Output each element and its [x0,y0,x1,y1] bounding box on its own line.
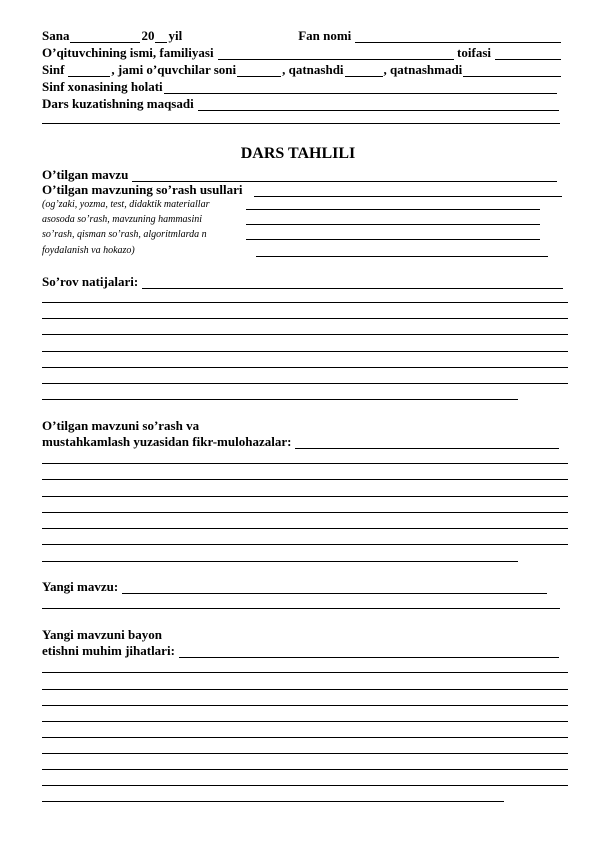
line-note-3[interactable] [246,239,540,240]
label-sorash-usullari: O’tilgan mavzuning so’rash usullari [42,182,243,197]
line-bayon-4[interactable] [42,721,568,722]
field-teacher-name[interactable] [218,47,454,60]
line-sorov-4[interactable] [42,351,568,352]
label-toifasi: toifasi [457,45,491,60]
line-note-1[interactable] [246,209,540,210]
label-yangi-mavzu: Yangi mavzu: [42,579,119,594]
line-bayon-2[interactable] [42,689,568,690]
line-yangi-mavzu[interactable] [42,608,560,609]
row-teacher [42,45,562,60]
line-bayon-7[interactable] [42,769,568,770]
field-yangi-mavzu[interactable] [122,581,547,594]
row-otilgan-mavzu [42,167,558,182]
line-bayon-1[interactable] [42,672,568,673]
row-fikr-line1 [42,418,199,433]
line-note-4[interactable] [256,256,548,257]
label-year-suffix: yil [168,28,183,43]
line-maqsad-continued[interactable] [42,123,560,124]
line-fikr-7[interactable] [42,561,518,562]
line-bayon-6[interactable] [42,753,568,754]
label-qatnashdi: , qatnashdi [282,62,344,77]
field-sinf[interactable] [68,64,110,77]
field-qatnashmadi[interactable] [463,64,561,77]
label-jami: , jami o’quvchilar soni [111,62,237,77]
page-title: DARS TAHLILI [240,145,356,162]
line-bayon-5[interactable] [42,737,568,738]
row-yangi-mavzu [42,579,548,594]
line-sorov-1[interactable] [42,302,568,303]
line-sorov-6[interactable] [42,383,568,384]
label-fikr-line2: mustahkamlash yuzasidan fikr-mulohazalar: [42,434,292,449]
row-date-subject [42,28,562,43]
label-year-prefix: 20 [141,28,155,43]
row-class [42,62,562,77]
field-fan-nomi[interactable] [355,30,561,43]
field-jami[interactable] [237,64,281,77]
label-sana: Sana [42,28,70,43]
field-sorash-usullari[interactable] [254,184,562,197]
row-purpose [42,96,560,111]
line-fikr-6[interactable] [42,544,568,545]
note-1: (og’zaki, yozma, test, didaktik materiallar [42,199,210,210]
line-fikr-1[interactable] [42,463,568,464]
note-3: so’rash, qisman so’rash, algoritmlarda n [42,229,207,240]
line-sorov-5[interactable] [42,367,568,368]
row-sorash-usullari [42,182,563,197]
label-teacher-name: O’qituvchining ismi, familiyasi [42,45,214,60]
field-otilgan-mavzu[interactable] [132,169,557,182]
label-otilgan-mavzu: O’tilgan mavzu [42,167,129,182]
field-qatnashdi[interactable] [345,64,383,77]
line-bayon-8[interactable] [42,785,568,786]
field-fikr[interactable] [295,436,559,449]
field-toifasi[interactable] [495,47,561,60]
label-maqsad: Dars kuzatishning maqsadi [42,96,194,111]
line-sorov-3[interactable] [42,334,568,335]
label-fan-nomi: Fan nomi [298,28,352,43]
label-bayon-line1: Yangi mavzuni bayon [42,627,162,642]
row-bayon-line2 [42,643,560,658]
line-note-2[interactable] [246,224,540,225]
line-fikr-4[interactable] [42,512,568,513]
line-fikr-5[interactable] [42,528,568,529]
line-bayon-9[interactable] [42,801,504,802]
field-maqsad[interactable] [198,98,559,111]
row-bayon-line1 [42,627,162,642]
label-qatnashmadi: , qatnashmadi [383,62,463,77]
label-bayon-line2: etishni muhim jihatlari: [42,643,175,658]
field-sorov-natijalari[interactable] [142,276,563,289]
field-bayon[interactable] [179,645,559,658]
field-year[interactable] [155,30,167,43]
line-bayon-3[interactable] [42,705,568,706]
field-sana[interactable] [70,30,140,43]
label-fikr-line1: O’tilgan mavzuni so’rash va [42,418,200,433]
label-sinf: Sinf [42,62,65,77]
row-sorov-natijalari [42,274,564,289]
row-classroom [42,79,558,94]
line-sorov-7[interactable] [42,399,518,400]
line-fikr-3[interactable] [42,496,568,497]
line-sorov-2[interactable] [42,318,568,319]
row-fikr-line2 [42,434,560,449]
label-sinf-xonasi: Sinf xonasining holati [42,79,163,94]
line-fikr-2[interactable] [42,479,568,480]
field-sinf-xonasi[interactable] [164,81,557,94]
note-2: asosoda so’rash, mavzuning hammasini [42,214,203,225]
note-4: foydalanish va hokazo) [42,245,135,256]
label-sorov-natijalari: So’rov natijalari: [42,274,139,289]
